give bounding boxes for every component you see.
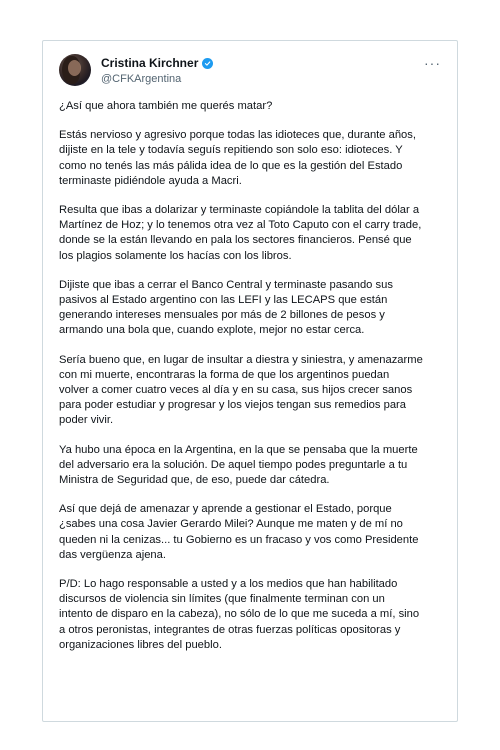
author-info (101, 56, 213, 86)
checkmark-icon (204, 60, 211, 67)
tweet-paragraph: Resulta que ibas a dolarizar y terminaste copiándole la tablita del dólar a Martínez de Hoz; y lo tenemos otra vez al Toto Caputo con el carry trade, donde se la están llevando en pala los sectores financieros. Pensé que los plagios solamente los hacías con los libros. (59, 204, 422, 262)
tweet-body (59, 99, 443, 667)
verified-badge-icon (202, 58, 213, 69)
tweet-header (59, 54, 445, 94)
tweet-paragraph: Sería bueno que, en lugar de insultar a diestra y siniestra, y amenazarme con mi muerte, encontraras la forma de que los argentinos puedan volver a comer cuatro veces al día y en su casa, sus hijos crecer sanos para poder estudiar y progresar y los viejos tengan sus remedios para poder vivir. (59, 353, 423, 427)
tweet-paragraph: Dijiste que ibas a cerrar el Banco Central y terminaste pasando sus pasivos al Estado argentino con las LEFI y las LECAPS que están generando intereses mensuales por más de 2 billones de pesos y armando una bola que, cuando explote, mejor no estar cerca. (59, 278, 393, 337)
tweet-paragraph: ¿Así que ahora también me querés matar? (59, 100, 273, 112)
handle[interactable]: @CFKArgentina (101, 73, 182, 85)
more-options-icon[interactable]: ··· (424, 55, 441, 71)
avatar[interactable] (59, 54, 91, 86)
tweet-paragraph: Ya hubo una época en la Argentina, en la que se pensaba que la muerte del adversario era la solución. De aquel tiempo podes preguntarle a tu Ministra de Seguridad que, de eso, puede dar cátedra. (59, 443, 418, 487)
tweet-paragraph: Estás nervioso y agresivo porque todas las idioteces que, durante años, dijiste en la tele y todavía seguís repitiendo son solo eso: idioteces. Y como no tenés las más pálida idea de lo que es la gestión del Estado terminaste pidiéndole ayuda a Macri. (59, 129, 416, 187)
avatar-face (68, 60, 81, 76)
display-name[interactable]: Cristina Kirchner (101, 56, 199, 70)
tweet-card (42, 40, 458, 722)
name-row (101, 56, 213, 70)
tweet-paragraph: P/D: Lo hago responsable a usted y a los medios que han habilitado discursos de violencia sin límites (que finalmente terminan con un intento de disparo en la cabeza), no sólo de lo que me suceda a mí, sino a otros peronistas, integrantes de otras fuerzas políticas opositoras y organizaciones libres del pueblo. (59, 578, 420, 651)
tweet-paragraph: Así que dejá de amenazar y aprende a gestionar el Estado, porque ¿sabes una cosa Javier Gerardo Milei? Aunque me maten y de mí no queden ni la cenizas... tu Gobierno es un fracaso y vos como Presidente das vergüenza ajena. (59, 503, 419, 561)
